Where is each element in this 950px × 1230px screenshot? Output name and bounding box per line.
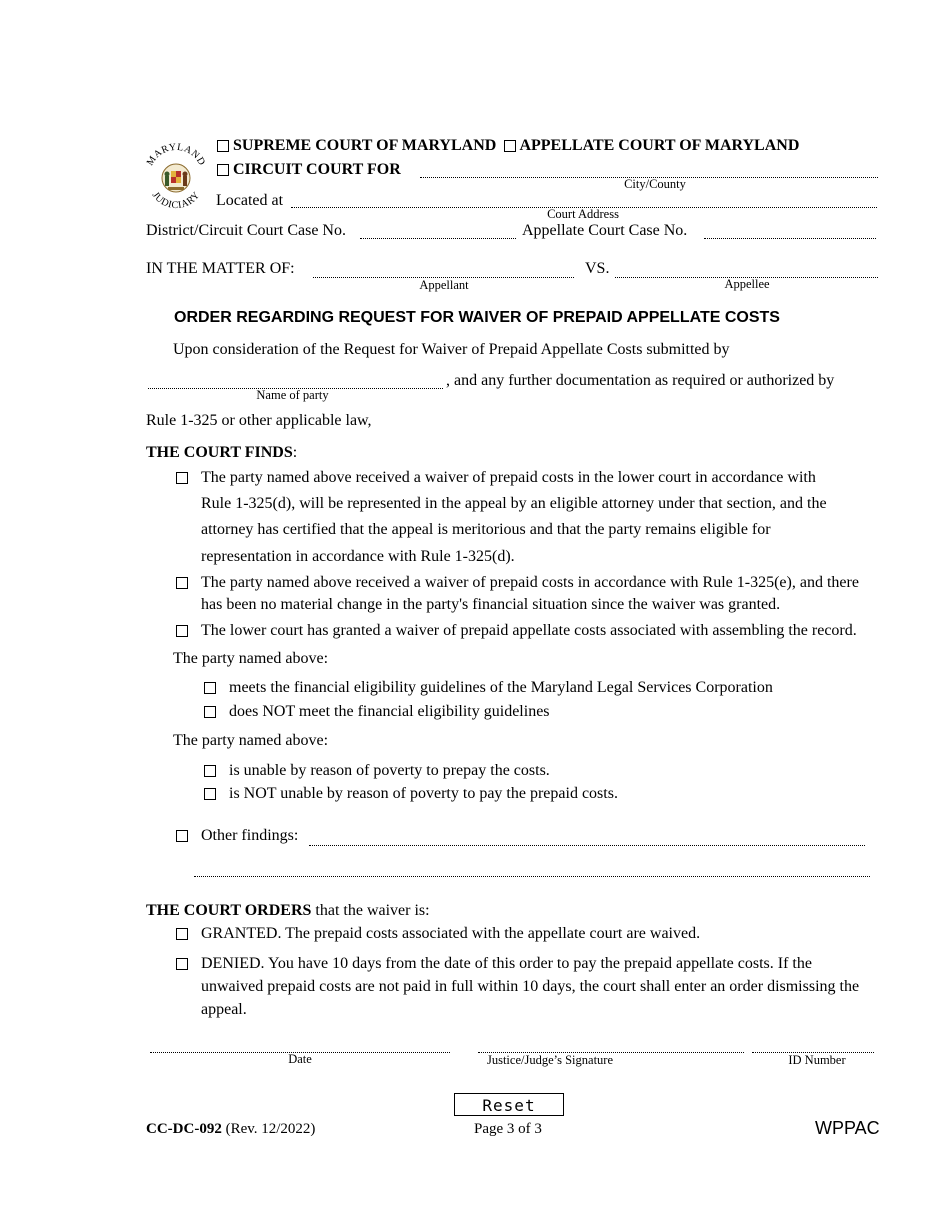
- findings-heading-text: THE COURT FINDS: [146, 444, 293, 461]
- appellate-court-checkbox[interactable]: [504, 140, 516, 152]
- eligibility-meets-label: meets the financial eligibility guidelines of the Maryland Legal Services Corporation: [229, 679, 773, 696]
- finding-1-line-1: The party named above received a waiver of prepaid costs in the lower court in accordance with: [201, 469, 816, 486]
- form-revision: (Rev. 12/2022): [221, 1121, 316, 1137]
- district-case-label: District/Circuit Court Case No.: [146, 222, 346, 239]
- form-code: WPPAC: [815, 1118, 880, 1138]
- findings-heading: [146, 444, 297, 462]
- seal-bottom-text: JUDICIARY: [149, 189, 203, 212]
- intro-line-2: , and any further documentation as required or authorized by: [446, 372, 835, 389]
- poverty-not-label: is NOT unable by reason of poverty to pay the prepaid costs.: [229, 785, 618, 802]
- appellate-case-label: Appellate Court Case No.: [522, 222, 688, 239]
- other-findings-label: Other findings:: [201, 827, 299, 844]
- reset-button[interactable]: Reset: [454, 1093, 564, 1116]
- party-named-above-1: The party named above:: [173, 650, 329, 667]
- other-findings-field-2[interactable]: [194, 876, 870, 877]
- orders-heading: [146, 902, 430, 920]
- seal-graphic: [140, 136, 212, 212]
- vs-label: VS.: [585, 260, 610, 277]
- denied-checkbox[interactable]: [176, 958, 188, 970]
- finding-1-checkbox[interactable]: [176, 472, 188, 484]
- matter-label: IN THE MATTER OF:: [146, 260, 295, 277]
- granted-checkbox[interactable]: [176, 928, 188, 940]
- denied-line-3: appeal.: [201, 1001, 247, 1018]
- order-title: ORDER REGARDING REQUEST FOR WAIVER OF PREPAID APPELLATE COSTS: [174, 309, 780, 326]
- svg-text:JUDICIARY: [150, 190, 203, 211]
- date-caption: Date: [288, 1052, 312, 1066]
- orders-heading-rest: that the waiver is:: [311, 902, 430, 919]
- other-findings-checkbox[interactable]: [176, 830, 188, 842]
- finding-1-line-4: representation in accordance with Rule 1-325(d).: [201, 548, 515, 565]
- page-indicator: Page 3 of 3: [474, 1121, 542, 1137]
- eligibility-not-checkbox[interactable]: [204, 706, 216, 718]
- granted-label: GRANTED. The prepaid costs associated with the appellate court are waived.: [201, 925, 701, 942]
- city-county-caption: City/County: [624, 177, 686, 191]
- finding-3-line: The lower court has granted a waiver of prepaid appellate costs associated with assembling the record.: [201, 622, 857, 639]
- intro-line-1: Upon consideration of the Request for Waiver of Prepaid Appellate Costs submitted by: [173, 341, 730, 358]
- signature-caption: Justice/Judge’s Signature: [486, 1053, 614, 1067]
- eligibility-meets-checkbox[interactable]: [204, 682, 216, 694]
- id-number-caption: ID Number: [788, 1053, 846, 1067]
- circuit-court-option: [217, 161, 401, 179]
- finding-2-checkbox[interactable]: [176, 577, 188, 589]
- appellate-case-field[interactable]: [704, 238, 876, 239]
- supreme-court-option: [217, 137, 799, 155]
- finding-3-checkbox[interactable]: [176, 625, 188, 637]
- finding-1-line-2: Rule 1-325(d), will be represented in the appeal by an eligible attorney under that section, and the: [201, 495, 827, 512]
- eligibility-not-label: does NOT meet the financial eligibility guidelines: [229, 703, 550, 720]
- appellant-caption: Appellant: [419, 278, 469, 292]
- party-named-above-2: The party named above:: [173, 732, 329, 749]
- denied-line-2: unwaived prepaid costs are not paid in full within 10 days, the court shall enter an order dismissing the: [201, 978, 860, 995]
- located-at-label: Located at: [216, 192, 284, 209]
- form-number: CC-DC-092: [146, 1121, 222, 1137]
- finding-1-line-3: attorney has certified that the appeal is meritorious and that the party remains eligible for: [201, 521, 771, 538]
- supreme-court-checkbox[interactable]: [217, 140, 229, 152]
- poverty-unable-checkbox[interactable]: [204, 765, 216, 777]
- denied-line-1: DENIED. You have 10 days from the date of this order to pay the prepaid appellate costs. If the: [201, 955, 812, 972]
- district-case-field[interactable]: [360, 238, 516, 239]
- finding-2-line-1: The party named above received a waiver of prepaid costs in accordance with Rule 1-325(e), and there: [201, 574, 859, 591]
- other-findings-field-1[interactable]: [309, 845, 865, 846]
- court-address-caption: Court Address: [547, 207, 619, 221]
- maryland-judiciary-seal: [140, 136, 212, 212]
- intro-line-3: Rule 1-325 or other applicable law,: [146, 412, 372, 429]
- finding-2-line-2: has been no material change in the party's financial situation since the waiver was granted.: [201, 596, 781, 613]
- name-of-party-caption: Name of party: [256, 388, 329, 402]
- form-identifier: [146, 1121, 315, 1138]
- poverty-unable-label: is unable by reason of poverty to prepay the costs.: [229, 762, 550, 779]
- supreme-court-label: SUPREME COURT OF MARYLAND: [233, 137, 497, 154]
- circuit-court-label: CIRCUIT COURT FOR: [233, 161, 401, 178]
- appellate-court-label: APPELLATE COURT OF MARYLAND: [519, 137, 800, 154]
- poverty-not-checkbox[interactable]: [204, 788, 216, 800]
- seal-top-text: MARYLAND: [144, 141, 208, 168]
- orders-heading-text: THE COURT ORDERS: [146, 902, 312, 919]
- appellee-caption: Appellee: [724, 277, 770, 291]
- findings-heading-colon: :: [292, 444, 298, 461]
- circuit-court-checkbox[interactable]: [217, 164, 229, 176]
